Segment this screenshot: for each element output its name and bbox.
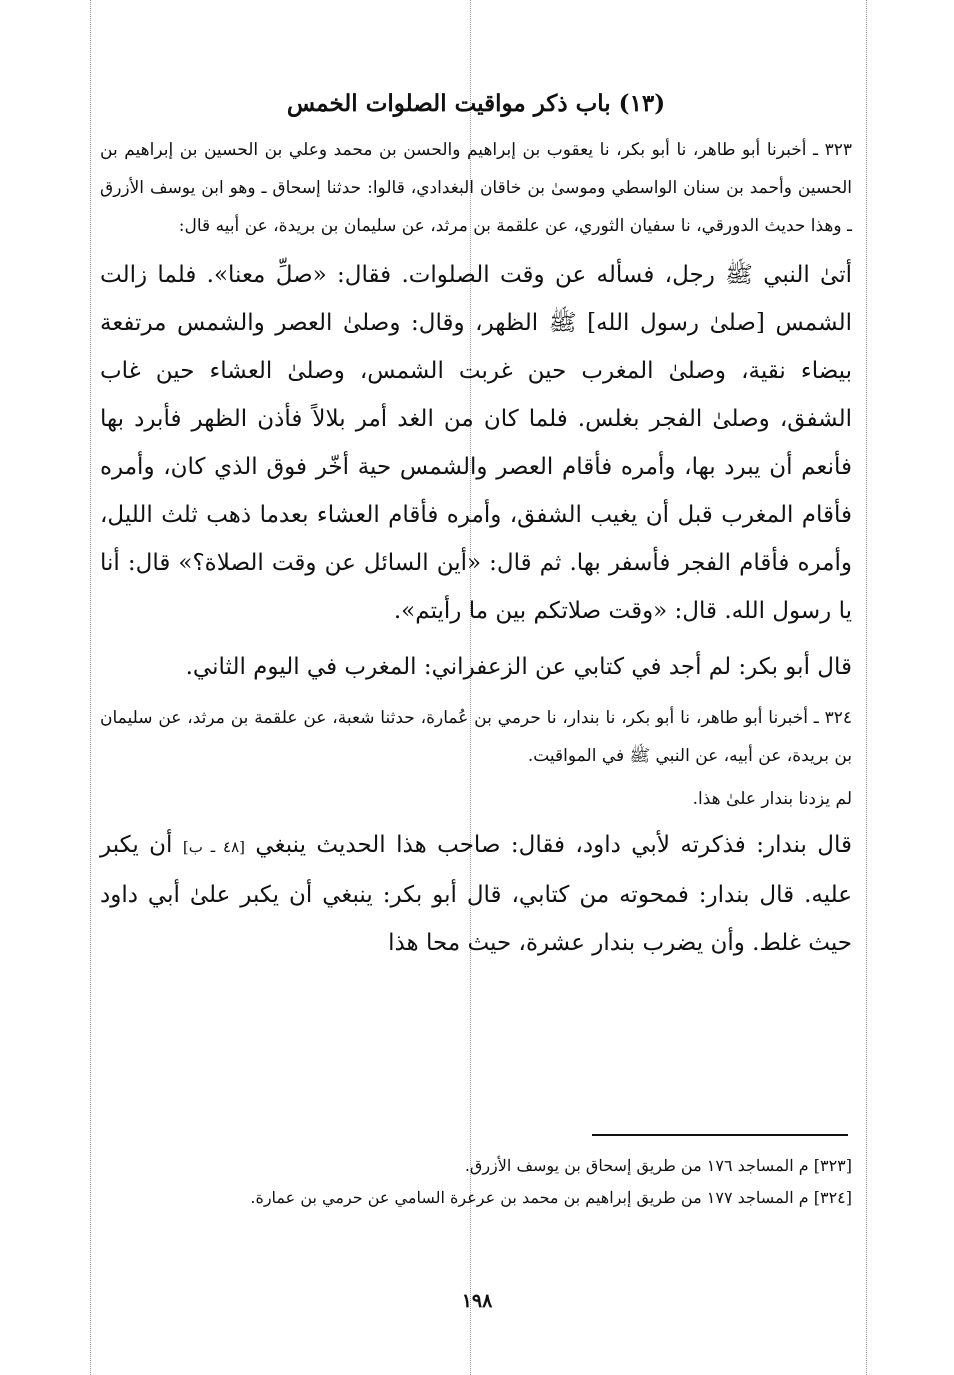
footnote-324: [٣٢٤] م المساجد ١٧٧ من طريق إبراهيم بن محمد بن عرعرة السامي عن حرمي بن عمارة. [250,1188,852,1207]
comment-text: أن يكبر عليه. قال بندار: فمحوته من كتابي، قال أبو بكر: ينبغي أن يكبر علىٰ أبي داود حيث غلط. وأن يضرب بندار عشرة، حيث محا هذا [100,832,852,956]
footnote-323: [٣٢٣] م المساجد ١٧٦ من طريق إسحاق بن يوسف الأزرق. [464,1156,852,1175]
chapter-title: (١٣) باب ذكر مواقيت الصلوات الخمس [286,90,666,117]
scan-guide-line [866,0,867,1375]
hadith-323-comment: قال أبو بكر: لم أجد في كتابي عن الزعفراني: المغرب في اليوم الثاني. [185,654,852,680]
hadith-324-comment [100,821,852,967]
hadith-323-isnad: ٣٢٣ ـ أخبرنا أبو طاهر، نا أبو بكر، نا يعقوب بن إبراهيم والحسن بن محمد وعلي بن الحسين بن إبراهيم بن الحسين وأحمد بن سنان الواسطي وموسىٰ بن خاقان البغدادي، قالوا: حدثنا إسحاق ـ وهو ابن يوسف الأزرق ـ وهذا حديث الدورقي، نا سفيان الثوري، عن علقمة بن مرثد، عن سليمان بن بريدة، عن أبيه قال: [100,140,852,236]
hadith-324-note: لم يزدنا بندار علىٰ هذا. [692,789,852,809]
hadith-323-matn: أتىٰ النبي ﷺ رجل، فسأله عن وقت الصلوات. فقال: «صلِّ معنا». فلما زالت الشمس [صلىٰ رسول الله] ﷺ الظهر، وقال: وصلىٰ العصر والشمس مرتفعة بيضاء نقية، وصلىٰ المغرب حين غربت الشمس، وصلىٰ العشاء حين غاب الشفق، وصلىٰ الفجر بغلس. فلما كان من الغد أمر بلالاً فأذن الظهر فأبرد بها فأنعم أن يبرد بها، وأمره فأقام العصر والشمس حية أخّر فوق الذي كان، وأمره فأقام المغرب قبل أن يغيب الشفق، وأمره فأقام العشاء بعدما ذهب ثلث الليل، وأمره فأقام الفجر فأسفر بها. ثم قال: «أين السائل عن وقت الصلاة؟» قال: أنا يا رسول الله. قال: «وقت صلاتكم بين ما رأيتم». [100,262,852,624]
manuscript-folio-marker: [٤٨ ـ ب] [182,838,245,856]
hadith-324-isnad: ٣٢٤ ـ أخبرنا أبو طاهر، نا أبو بكر، نا بندار، نا حرمي بن عُمارة، حدثنا شعبة، عن علقمة بن مرثد، عن سليمان بن بريدة، عن أبيه، عن النبي ﷺ في المواقيت. [100,708,852,766]
page-number: ١٩٨ [461,1290,493,1312]
comment-text: قال بندار: فذكرته لأبي داود، فقال: صاحب هذا الحديث ينبغي [245,832,853,858]
page-body [100,84,852,975]
footnote-separator [592,1134,848,1136]
scan-guide-line [90,0,91,1375]
footnotes [100,1150,852,1214]
